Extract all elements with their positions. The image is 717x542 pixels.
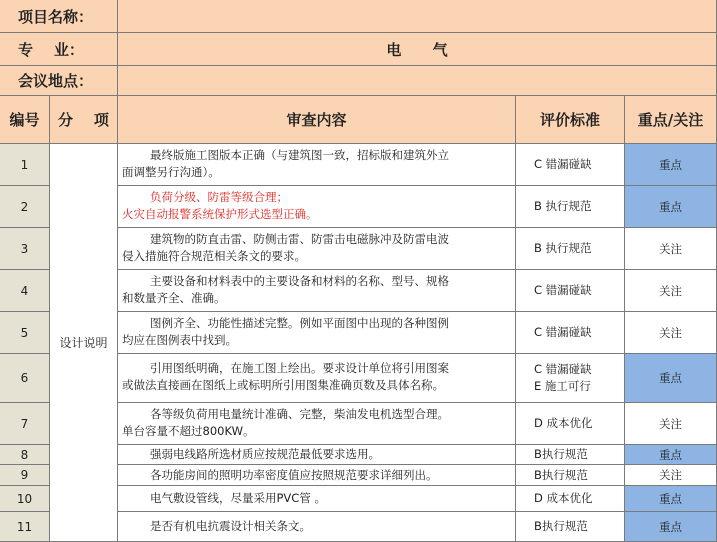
focus-tag[interactable]: 关注	[625, 312, 717, 354]
row-number: 7	[0, 403, 50, 445]
standard-line1: C 错漏碰缺	[534, 283, 592, 297]
category-cell: 设计说明	[50, 144, 118, 542]
review-content[interactable]	[118, 403, 516, 445]
review-content-line1: 引用图纸明确，在施工图上绘出。要求设计单位将引用图案	[150, 361, 449, 375]
focus-tag[interactable]: 重点	[625, 445, 717, 465]
review-content[interactable]	[118, 486, 516, 512]
evaluation-standard[interactable]	[516, 486, 625, 512]
review-content-line1: 各等级负荷用电量统计准确、完整，柴油发电机选型合理。	[150, 407, 449, 421]
standard-line1: C 错漏碰缺	[534, 325, 592, 339]
focus-tag[interactable]: 重点	[625, 486, 717, 512]
review-content[interactable]	[118, 354, 516, 403]
review-content-line1: 强弱电线路所选材质应按规范最低要求选用。	[150, 447, 380, 461]
row-number: 9	[0, 465, 50, 486]
review-content[interactable]	[118, 512, 516, 542]
review-content[interactable]	[118, 144, 516, 186]
review-content-line2: 或做法直接画在图纸上或标明所引用图集准确页数及具体名称。	[122, 378, 444, 392]
col-header-focus: 重点/关注	[625, 96, 717, 144]
review-content-line1: 最终版施工图版本正确（与建筑图一致，招标版和建筑外立	[150, 148, 449, 162]
evaluation-standard[interactable]	[516, 270, 625, 312]
evaluation-standard[interactable]	[516, 228, 625, 270]
specialty-label: 专 业：	[0, 33, 118, 66]
review-content-line1: 建筑物的防直击雷、防侧击雷、防雷击电磁脉冲及防雷电波	[150, 232, 449, 246]
focus-tag[interactable]: 重点	[625, 354, 717, 403]
review-content-line2: 均应在图例表中找到。	[122, 333, 237, 347]
review-content[interactable]	[118, 186, 516, 228]
col-header-content: 审查内容	[118, 96, 516, 144]
focus-tag[interactable]: 关注	[625, 270, 717, 312]
evaluation-standard[interactable]	[516, 186, 625, 228]
evaluation-standard[interactable]	[516, 465, 625, 486]
review-content[interactable]	[118, 465, 516, 486]
row-number: 1	[0, 144, 50, 186]
review-content-line2: 面调整另行沟通）。	[122, 165, 220, 179]
row-number: 8	[0, 445, 50, 465]
review-content-line1: 电气敷设管线，尽量采用PVC管 。	[150, 491, 326, 505]
focus-tag[interactable]: 关注	[625, 403, 717, 445]
review-content[interactable]	[118, 228, 516, 270]
review-content-line2: 和数量齐全、准确。	[122, 291, 226, 305]
standard-line1: B执行规范	[534, 447, 588, 461]
focus-tag[interactable]: 重点	[625, 144, 717, 186]
standard-line1: B 执行规范	[534, 199, 592, 213]
review-content-line1: 主要设备和材料表中的主要设备和材料的名称、型号、规格	[150, 274, 449, 288]
review-content-line1: 负荷分级、防雷等级合理；	[150, 190, 288, 204]
review-content[interactable]	[118, 312, 516, 354]
row-number: 6	[0, 354, 50, 403]
col-header-no: 编号	[0, 96, 50, 144]
col-header-standard: 评价标准	[516, 96, 625, 144]
standard-line1: C 错漏碰缺	[534, 362, 592, 376]
review-content-line2: 侵入措施符合规范相关条文的要求。	[122, 249, 306, 263]
review-content-line1: 图例齐全、功能性描述完整。例如平面图中出现的各种图例	[150, 316, 449, 330]
focus-tag[interactable]: 重点	[625, 512, 717, 542]
standard-line1: B执行规范	[534, 519, 588, 533]
row-number: 10	[0, 486, 50, 512]
col-header-item: 分 项	[50, 96, 118, 144]
review-content-line2: 单台容量不超过800KW。	[122, 424, 255, 438]
evaluation-standard[interactable]	[516, 403, 625, 445]
standard-line1: C 错漏碰缺	[534, 157, 592, 171]
review-content-line2: 火灾自动报警系统保护形式选型正确。	[122, 207, 318, 221]
focus-tag[interactable]: 重点	[625, 186, 717, 228]
standard-line1: B执行规范	[534, 467, 588, 482]
standard-line1: B 执行规范	[534, 241, 592, 255]
meeting-location-value[interactable]	[118, 66, 717, 96]
evaluation-standard[interactable]	[516, 512, 625, 542]
specialty-value[interactable]: 电 气	[118, 33, 717, 66]
focus-tag[interactable]: 关注	[625, 465, 717, 486]
standard-line2: E 施工可行	[534, 379, 591, 393]
standard-line1: D 成本优化	[534, 416, 593, 430]
focus-tag[interactable]: 关注	[625, 228, 717, 270]
review-content[interactable]	[118, 445, 516, 465]
review-content[interactable]	[118, 270, 516, 312]
evaluation-standard[interactable]	[516, 312, 625, 354]
meeting-location-label: 会议地点：	[0, 66, 118, 96]
evaluation-standard[interactable]	[516, 445, 625, 465]
row-number: 4	[0, 270, 50, 312]
standard-line1: D 成本优化	[534, 491, 593, 505]
project-name-label: 项目名称：	[0, 0, 118, 33]
project-name-value[interactable]	[118, 0, 717, 33]
evaluation-standard[interactable]	[516, 354, 625, 403]
evaluation-standard[interactable]	[516, 144, 625, 186]
row-number: 2	[0, 186, 50, 228]
review-content-line1: 各功能房间的照明功率密度值应按照规范要求详细列出。	[150, 467, 438, 482]
review-content-line1: 是否有机电抗震设计相关条文。	[150, 519, 311, 533]
row-number: 3	[0, 228, 50, 270]
row-number: 11	[0, 512, 50, 542]
row-number: 5	[0, 312, 50, 354]
